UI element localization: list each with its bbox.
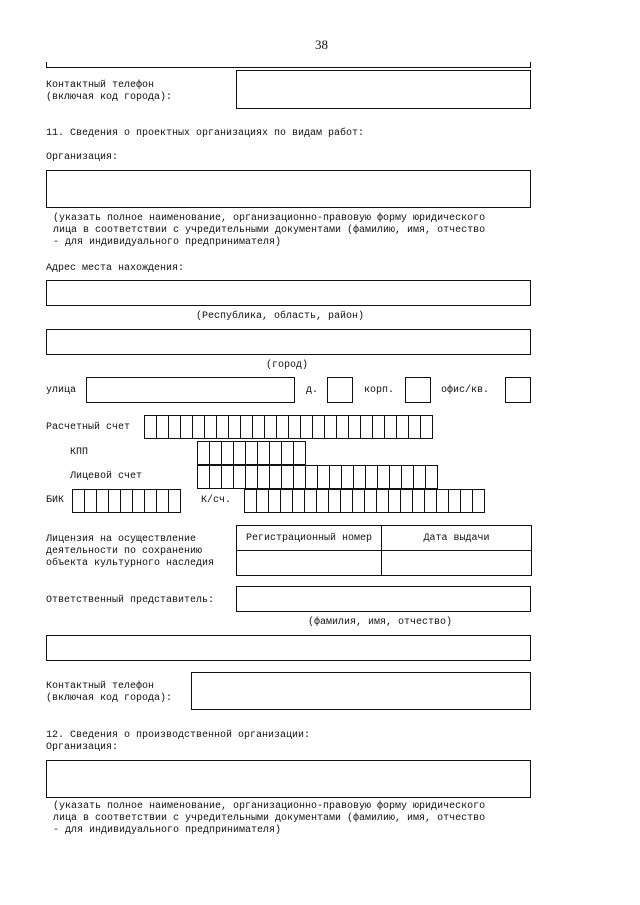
organization-hint-12: - для индивидуального предпринимателя) [53,825,282,836]
building-label: корп. [364,385,395,396]
street-label: улица [46,385,77,396]
representative-field[interactable] [236,586,531,612]
city-caption: (город) [266,360,309,371]
page-number: 38 [315,37,328,52]
bik-cells[interactable] [72,489,180,513]
house-label: д. [306,385,319,396]
house-field[interactable] [327,377,353,403]
kpp-label: КПП [70,447,89,458]
organization-label-12: Организация: [46,742,119,753]
bik-label: БИК [46,495,65,506]
office-label: офис/кв. [441,385,490,396]
representative-label: Ответственный представитель: [46,595,215,606]
region-caption: (Республика, область, район) [196,311,365,322]
license-header-number: Регистрационный номер [237,526,382,551]
phone-label-sub: (включая код города): [46,92,173,103]
license-header-date: Дата выдачи [382,526,532,551]
ks-cells[interactable] [244,489,484,513]
phone-label: Контактный телефон [46,80,155,91]
street-field[interactable] [86,377,295,403]
personal-account-label: Лицевой счет [70,471,143,482]
organization-hint: (указать полное наименование, организационно-правовую форму юридического [53,213,486,224]
kpp-cells[interactable] [197,441,305,465]
building-field[interactable] [405,377,431,403]
frame-edge [530,62,531,68]
city-field[interactable] [46,329,531,355]
fio-caption: (фамилия, имя, отчество) [308,617,453,628]
account-label: Расчетный счет [46,422,131,433]
organization-field[interactable] [46,170,531,208]
organization-hint: - для индивидуального предпринимателя) [53,237,282,248]
organization-hint-12: лица в соответствии с учредительными документами (фамилию, имя, отчество [53,813,486,824]
personal-account-cells[interactable] [197,465,437,489]
production-organization-field[interactable] [46,760,531,798]
representative-fio-field[interactable] [46,635,531,661]
organization-label: Организация: [46,152,119,163]
organization-hint: лица в соответствии с учредительными документами (фамилию, имя, отчество [53,225,486,236]
license-label: Лицензия на осуществление [46,534,197,545]
license-label: деятельности по сохранению [46,546,203,557]
account-cells[interactable] [144,415,432,439]
section-11-title: 11. Сведения о проектных организациях по видам работ: [46,128,365,139]
office-field[interactable] [505,377,531,403]
section-12-title: 12. Сведения о производственной организации: [46,730,311,741]
organization-hint-12: (указать полное наименование, организационно-правовую форму юридического [53,801,486,812]
license-number-cell[interactable] [237,551,382,576]
phone-field-2[interactable] [191,672,531,710]
address-label: Адрес места нахождения: [46,263,185,274]
region-field[interactable] [46,280,531,306]
license-date-cell[interactable] [382,551,532,576]
phone-label: Контактный телефон [46,681,155,692]
license-table [236,525,532,576]
license-label: объекта культурного наследия [46,558,215,569]
phone-label-sub: (включая код города): [46,693,173,704]
phone-field[interactable] [236,70,531,109]
ks-label: К/сч. [201,495,232,506]
frame-edge [46,67,531,68]
